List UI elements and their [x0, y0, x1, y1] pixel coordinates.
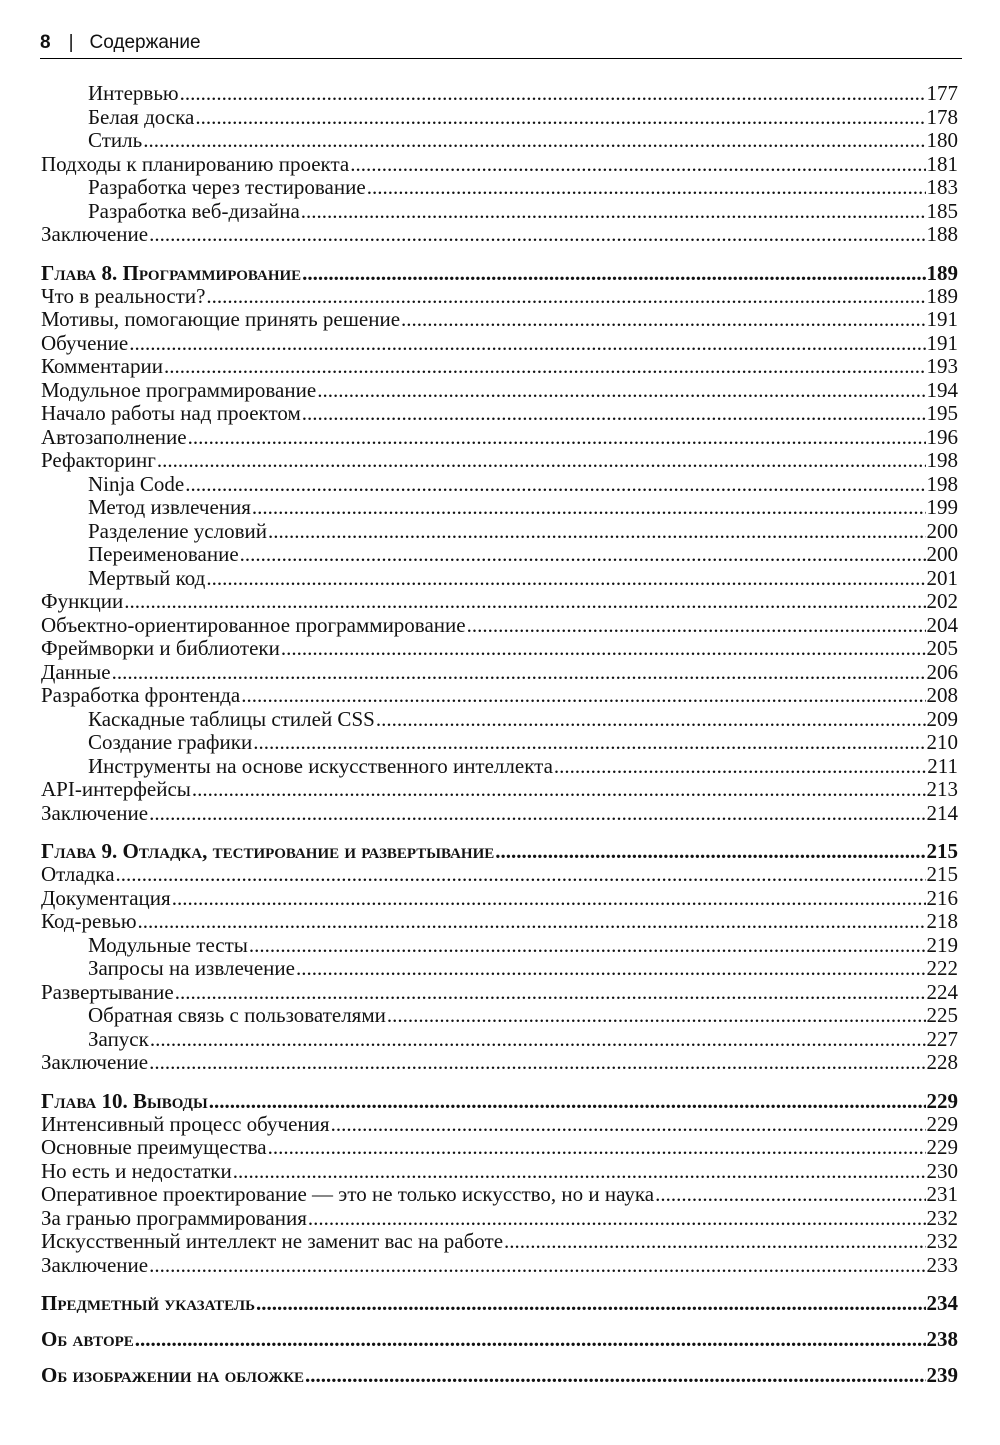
page-number: 8 — [40, 32, 51, 53]
toc-leader — [180, 82, 926, 106]
toc-entry-title: Стиль — [88, 129, 143, 152]
toc-entry-page: 208 — [926, 684, 958, 707]
toc-entry-page: 218 — [926, 910, 958, 933]
toc-entry-title: Данные — [41, 660, 111, 684]
toc-entry[interactable] — [41, 661, 958, 685]
running-header — [40, 32, 962, 59]
toc-leader — [331, 1113, 926, 1137]
toc-entry[interactable] — [41, 567, 958, 591]
toc-entry-page: 224 — [926, 980, 958, 1004]
toc-entry-page: 229 — [926, 1112, 958, 1136]
toc-leader — [233, 1160, 926, 1184]
toc-entry[interactable] — [41, 957, 958, 981]
toc-entry-page: 200 — [926, 543, 958, 566]
toc-leader — [302, 402, 926, 426]
toc-leader — [504, 1230, 925, 1254]
toc-entry-page: 189 — [926, 284, 958, 308]
toc-entry-title: Каскадные таблицы стилей CSS — [88, 707, 375, 731]
toc-entry[interactable] — [41, 106, 958, 130]
toc-entry-title: Обратная связь с пользователями — [88, 1004, 386, 1027]
toc-entry-page: 210 — [926, 731, 958, 754]
toc-entry-page: 191 — [926, 308, 958, 331]
toc-entry-page: 215 — [926, 839, 958, 863]
toc-entry-page: 205 — [926, 637, 958, 660]
toc-entry[interactable] — [41, 402, 958, 426]
toc-entry-title: Основные преимущества — [41, 1136, 267, 1159]
toc-entry-title: Отладка — [41, 863, 115, 886]
toc-leader — [301, 200, 926, 224]
toc-entry-page: 222 — [926, 957, 958, 980]
toc-entry[interactable] — [41, 590, 958, 614]
toc-leader — [206, 285, 925, 309]
toc-entry-title: За гранью программирования — [41, 1206, 307, 1230]
toc-entry-title: Ninja Code — [88, 472, 185, 496]
toc-entry[interactable] — [41, 543, 958, 567]
toc-leader — [387, 1004, 926, 1028]
toc-entry-title: Но есть и недостатки — [41, 1159, 232, 1183]
toc-entry-title: Глава 10. Выводы — [41, 1088, 208, 1113]
toc-entry-page: 229 — [926, 1136, 958, 1159]
toc-entry-title: Код-ревью — [41, 910, 137, 933]
toc-leader — [129, 332, 925, 356]
toc-leader — [149, 802, 925, 826]
toc-entry-title: Автозаполнение — [41, 425, 187, 449]
toc-leader — [253, 731, 925, 755]
toc-leader — [164, 355, 926, 379]
toc-entry-page: 219 — [926, 933, 958, 957]
toc-leader — [554, 755, 926, 779]
toc-entry-title: Разработка фронтенда — [41, 684, 241, 707]
toc-entry[interactable] — [41, 934, 958, 958]
toc-entry[interactable] — [41, 200, 958, 224]
toc-entry-title: Метод извлечения — [88, 496, 251, 519]
toc-entry-page: 183 — [926, 176, 958, 199]
toc-entry-title: Подходы к планированию проекта — [41, 152, 350, 176]
toc-leader — [308, 1207, 926, 1231]
toc-entry-title: Создание графики — [88, 731, 253, 754]
toc-entry-page: 211 — [927, 754, 958, 778]
toc-entry[interactable] — [41, 473, 958, 497]
toc-entry-title: Обучение — [41, 331, 129, 355]
toc-group — [41, 1113, 958, 1278]
toc-entry[interactable] — [41, 614, 958, 638]
toc-entry[interactable] — [41, 1160, 958, 1184]
toc-entry-title: Разделение условий — [88, 519, 267, 543]
toc-entry-page: 230 — [926, 1159, 958, 1183]
toc-entry-title: Заключение — [41, 223, 149, 246]
toc-entry-page: 201 — [926, 566, 958, 590]
toc-entry-page: 180 — [926, 129, 958, 152]
toc-entry[interactable] — [41, 223, 958, 247]
toc-entry-page: 181 — [926, 152, 958, 176]
toc-entry-title: Развертывание — [41, 980, 174, 1004]
toc-group — [41, 82, 958, 247]
toc-entry-title: Запуск — [88, 1027, 149, 1051]
toc-entry-page: 195 — [926, 402, 958, 425]
toc-leader — [241, 684, 925, 708]
toc-entry-page: 209 — [926, 707, 958, 731]
toc-leader — [240, 543, 926, 567]
toc-entry-title: Интенсивный процесс обучения — [41, 1112, 330, 1136]
toc-entry-title: Модульные тесты — [88, 933, 248, 957]
toc-about-cover[interactable] — [41, 1363, 958, 1387]
toc-leader — [268, 520, 926, 544]
toc-entry[interactable] — [41, 802, 958, 826]
toc-leader — [305, 1363, 926, 1387]
toc-leader — [116, 863, 926, 887]
toc-entry-title: Рефакторинг — [41, 449, 156, 472]
toc-leader — [185, 473, 925, 497]
toc-entry-page: 194 — [926, 378, 958, 402]
toc-entry[interactable] — [41, 981, 958, 1005]
toc-entry-page: 213 — [926, 778, 958, 801]
toc-entry-page: 233 — [926, 1253, 958, 1277]
toc-leader — [157, 449, 926, 473]
toc-entry-page: 202 — [926, 590, 958, 613]
toc-entry[interactable] — [41, 1207, 958, 1231]
toc-entry-title: Объектно-ориентированное программирование — [41, 613, 466, 637]
toc-entry-page: 198 — [926, 472, 958, 496]
toc-entry-page: 188 — [926, 223, 958, 246]
toc-entry-page: 229 — [926, 1088, 958, 1113]
header-title: Содержание — [89, 32, 201, 53]
toc-leader — [350, 153, 925, 177]
toc-entry-page: 177 — [926, 82, 958, 105]
toc-chapter-10[interactable] — [41, 1089, 958, 1113]
toc-entry-page: 191 — [926, 331, 958, 355]
toc-leader — [281, 637, 926, 661]
toc-entry-page: 225 — [926, 1004, 958, 1027]
toc-entry-page: 238 — [926, 1327, 958, 1351]
toc-entry-page: 200 — [926, 519, 958, 543]
toc-entry[interactable] — [41, 863, 958, 887]
toc-leader — [124, 590, 925, 614]
toc-entry-page: 214 — [926, 801, 958, 825]
toc-entry-page: 196 — [926, 425, 958, 449]
toc-entry-page: 231 — [926, 1183, 958, 1206]
toc-entry[interactable] — [41, 637, 958, 661]
toc-entry-title: Переименование — [88, 543, 239, 566]
toc-entry-title: Документация — [41, 886, 171, 910]
toc-leader — [172, 887, 926, 911]
toc-entry[interactable] — [41, 1113, 958, 1137]
toc-entry-title: Модульное программирование — [41, 378, 317, 402]
toc-entry-page: 227 — [926, 1027, 958, 1051]
toc-entry-title: Предметный указатель — [41, 1291, 255, 1315]
toc-entry[interactable] — [41, 684, 958, 708]
toc-entry[interactable] — [41, 520, 958, 544]
toc-entry[interactable] — [41, 1183, 958, 1207]
toc-entry-page: 234 — [926, 1291, 958, 1315]
toc-entry-title: Начало работы над проектом — [41, 402, 301, 425]
toc-chapter-8[interactable] — [41, 261, 958, 285]
toc-leader — [268, 1136, 926, 1160]
toc-entry[interactable] — [41, 379, 958, 403]
toc-entry[interactable] — [41, 1254, 958, 1278]
toc-entry-title: Заключение — [41, 1051, 149, 1074]
toc-entry-title: Комментарии — [41, 355, 163, 378]
toc-entry[interactable] — [41, 153, 958, 177]
toc-entry-page: 215 — [926, 863, 958, 886]
table-of-contents — [41, 82, 958, 1387]
toc-entry-title: Фреймворки и библиотеки — [41, 637, 280, 660]
toc-entry[interactable] — [41, 910, 958, 934]
toc-entry[interactable] — [41, 449, 958, 473]
toc-leader — [150, 1028, 926, 1052]
toc-leader — [188, 426, 926, 450]
toc-entry[interactable] — [41, 1028, 958, 1052]
toc-entry-title: Функции — [41, 590, 124, 613]
toc-entry[interactable] — [41, 82, 958, 106]
toc-entry-title: Интервью — [88, 82, 179, 105]
toc-entry-title: Что в реальности? — [41, 284, 206, 308]
toc-leader — [175, 981, 926, 1005]
toc-entry[interactable] — [41, 1230, 958, 1254]
toc-entry-title: Глава 8. Программирование — [41, 260, 302, 285]
toc-entry-title: Мертвый код — [88, 566, 206, 590]
toc-leader — [149, 223, 925, 247]
toc-leader — [149, 1254, 925, 1278]
toc-entry-title: Разработка через тестирование — [88, 176, 366, 199]
toc-entry-page: 199 — [926, 496, 958, 519]
toc-leader — [135, 1327, 926, 1351]
toc-entry[interactable] — [41, 176, 958, 200]
toc-leader — [302, 261, 925, 285]
toc-entry-title: Мотивы, помогающие принять решение — [41, 308, 401, 331]
toc-entry-page: 198 — [926, 449, 958, 472]
toc-entry-title: Об авторе — [41, 1327, 134, 1351]
toc-entry[interactable] — [41, 1051, 958, 1075]
toc-entry-page: 232 — [926, 1206, 958, 1230]
toc-entry-title: Заключение — [41, 1253, 149, 1277]
toc-leader — [112, 661, 926, 685]
toc-entry[interactable] — [41, 1004, 958, 1028]
toc-entry-page: 178 — [926, 105, 958, 129]
toc-leader — [195, 106, 925, 130]
toc-entry-title: Запросы на извлечение — [88, 957, 295, 980]
toc-entry-title: Белая доска — [88, 105, 195, 129]
toc-entry-page: 228 — [926, 1051, 958, 1074]
toc-entry-title: Глава 9. Отладка, тестирование и развертывание — [41, 839, 495, 863]
toc-entry[interactable] — [41, 355, 958, 379]
toc-entry[interactable] — [41, 332, 958, 356]
toc-leader — [655, 1183, 925, 1207]
toc-leader — [149, 1051, 925, 1075]
toc-entry-title: Разработка веб-дизайна — [88, 199, 300, 223]
toc-entry[interactable] — [41, 426, 958, 450]
toc-entry-page: 232 — [926, 1230, 958, 1253]
toc-leader — [192, 778, 926, 802]
toc-leader — [495, 839, 925, 863]
toc-leader — [376, 708, 926, 732]
toc-entry[interactable] — [41, 1136, 958, 1160]
toc-entry[interactable] — [41, 755, 958, 779]
toc-entry[interactable] — [41, 496, 958, 520]
toc-group — [41, 285, 958, 826]
toc-entry-title: Об изображении на обложке — [41, 1363, 304, 1387]
toc-entry-page: 206 — [926, 660, 958, 684]
toc-entry-title: Искусственный интеллект не заменит вас на работе — [41, 1230, 504, 1253]
toc-entry[interactable] — [41, 129, 958, 153]
header-separator: | — [68, 32, 74, 53]
toc-entry-page: 193 — [926, 355, 958, 378]
toc-leader — [138, 910, 926, 934]
toc-leader — [401, 308, 925, 332]
toc-entry-title: API-интерфейсы — [41, 778, 191, 801]
toc-about-author[interactable] — [41, 1327, 958, 1351]
toc-entry[interactable] — [41, 708, 958, 732]
toc-leader — [249, 934, 926, 958]
toc-entry-page: 216 — [926, 886, 958, 910]
toc-leader — [256, 1291, 926, 1315]
toc-leader — [252, 496, 926, 520]
toc-entry[interactable] — [41, 887, 958, 911]
toc-group — [41, 863, 958, 1075]
toc-leader — [317, 379, 925, 403]
toc-leader — [209, 1089, 926, 1113]
toc-entry[interactable] — [41, 308, 958, 332]
toc-leader — [467, 614, 926, 638]
toc-entry-title: Оперативное проектирование — это не только искусство, но и наука — [41, 1183, 655, 1206]
toc-leader — [367, 176, 926, 200]
toc-entry-title: Инструменты на основе искусственного интеллекта — [88, 754, 553, 778]
toc-subject-index[interactable] — [41, 1291, 958, 1315]
toc-entry-page: 189 — [926, 260, 958, 285]
toc-entry[interactable] — [41, 778, 958, 802]
toc-entry-page: 185 — [926, 199, 958, 223]
toc-leader — [296, 957, 926, 981]
toc-entry[interactable] — [41, 285, 958, 309]
toc-leader — [206, 567, 925, 591]
toc-entry[interactable] — [41, 731, 958, 755]
toc-chapter-9[interactable] — [41, 839, 958, 863]
toc-entry-title: Заключение — [41, 801, 149, 825]
toc-entry-page: 239 — [926, 1363, 958, 1387]
toc-entry-page: 204 — [926, 613, 958, 637]
toc-leader — [143, 129, 925, 153]
